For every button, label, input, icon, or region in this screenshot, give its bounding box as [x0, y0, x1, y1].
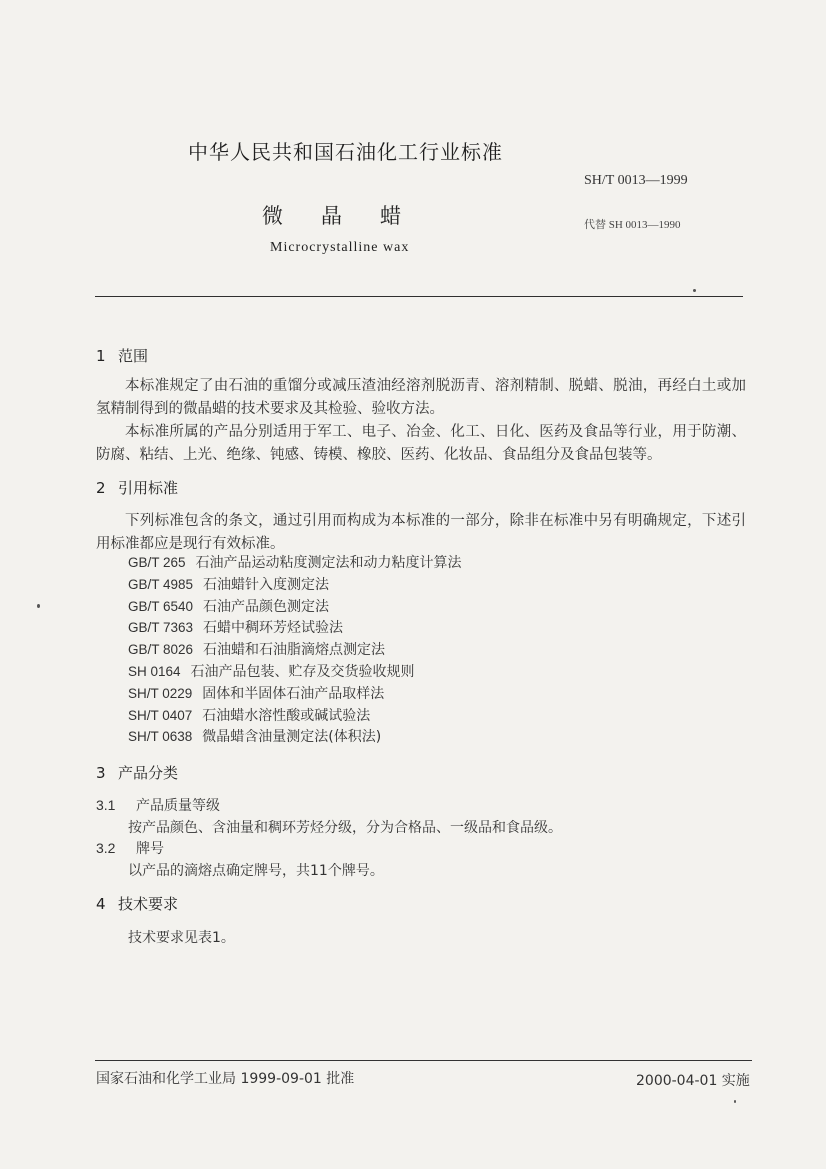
reference-list	[128, 552, 462, 748]
reference-item	[128, 661, 462, 683]
reference-code: SH/T 0229	[128, 685, 193, 701]
section-2-intro: 下列标准包含的条文，通过引用而构成为本标准的一部分，除非在标准中另有明确规定，下述引用标准都应是现行有效标准。	[96, 513, 746, 552]
section-4-text: 技术要求见表1。	[128, 930, 235, 946]
subsection-number: 3.2	[96, 840, 116, 856]
reference-title: 石油蜡和石油脂滴熔点测定法	[203, 642, 386, 659]
subsection-3-1-heading	[96, 795, 220, 815]
subsection-title: 牌号	[136, 841, 164, 857]
organization-title: 中华人民共和国石油化工行业标准	[188, 140, 503, 164]
section-title: 引用标准	[118, 479, 179, 497]
reference-title: 石油产品颜色测定法	[203, 598, 330, 615]
reference-item	[128, 705, 462, 727]
replaces-note: 代替 SH 0013—1990	[584, 219, 681, 231]
section-title: 产品分类	[118, 764, 179, 782]
document-title: 微晶蜡	[262, 204, 439, 228]
header-divider	[95, 296, 743, 297]
section-3-heading	[96, 762, 178, 783]
scan-speck	[693, 289, 696, 292]
reference-code: SH/T 0407	[128, 707, 193, 723]
reference-title: 微晶蜡含油量测定法(体积法)	[202, 729, 382, 746]
subsection-3-1-text: 按产品颜色、含油量和稠环芳烃分级，分为合格品、一级品和食品级。	[128, 820, 562, 836]
reference-title: 石油产品运动粘度测定法和动力粘度计算法	[195, 555, 462, 571]
reference-code: SH 0164	[128, 663, 181, 679]
footer-divider	[95, 1060, 752, 1061]
reference-title: 石油蜡水溶性酸或碱试验法	[202, 707, 371, 724]
section-title: 技术要求	[118, 895, 179, 913]
reference-title: 固体和半固体石油产品取样法	[202, 685, 385, 702]
reference-title: 石蜡中稠环芳烃试验法	[203, 620, 344, 637]
reference-item	[128, 552, 462, 574]
reference-item	[128, 574, 462, 596]
section-2-heading	[96, 477, 178, 498]
reference-code: GB/T 6540	[128, 598, 194, 614]
subsection-number: 3.1	[96, 797, 116, 813]
subsection-3-2-heading	[96, 838, 164, 858]
reference-code: GB/T 4985	[128, 576, 194, 592]
reference-code: GB/T 265	[128, 555, 186, 570]
section-number: 2	[96, 479, 106, 497]
reference-item	[128, 683, 462, 705]
reference-title: 石油蜡针入度测定法	[203, 576, 330, 593]
section-4-heading	[96, 893, 178, 914]
standard-code: SH/T 0013—1999	[584, 173, 688, 188]
reference-item	[128, 639, 462, 661]
section-number: 4	[96, 895, 106, 913]
english-title: Microcrystalline wax	[270, 240, 410, 255]
subsection-3-2-text: 以产品的滴熔点确定牌号，共11个牌号。	[128, 863, 384, 879]
section-number: 1	[96, 347, 106, 365]
reference-title: 石油产品包装、贮存及交货验收规则	[190, 663, 415, 680]
section-title: 范围	[118, 347, 149, 365]
reference-item	[128, 726, 462, 748]
reference-item	[128, 596, 462, 618]
scan-speck	[37, 604, 40, 608]
subsection-title: 产品质量等级	[136, 798, 220, 814]
reference-code: GB/T 8026	[128, 642, 194, 658]
reference-code: GB/T 7363	[128, 620, 194, 636]
reference-code: SH/T 0638	[128, 729, 193, 745]
section-1-heading	[96, 345, 148, 366]
section-1-paragraph-2: 本标准所属的产品分别适用于军工、电子、冶金、化工、日化、医药及食品等行业，用于防潮、防腐、粘结、上光、绝缘、钝感、铸模、橡胶、医药、化妆品、食品组分及食品包装等。	[96, 424, 746, 463]
section-1-paragraph-1: 本标准规定了由石油的重馏分或减压渣油经溶剂脱沥青、溶剂精制、脱蜡、脱油，再经白土或加氢精制得到的微晶蜡的技术要求及其检验、验收方法。	[96, 378, 746, 417]
implementation-date: 2000-04-01 实施	[636, 1073, 750, 1089]
approval-line: 国家石油和化学工业局 1999-09-01 批准	[96, 1071, 355, 1087]
scan-speck	[734, 1100, 736, 1103]
reference-item	[128, 617, 462, 639]
section-number: 3	[96, 764, 106, 782]
